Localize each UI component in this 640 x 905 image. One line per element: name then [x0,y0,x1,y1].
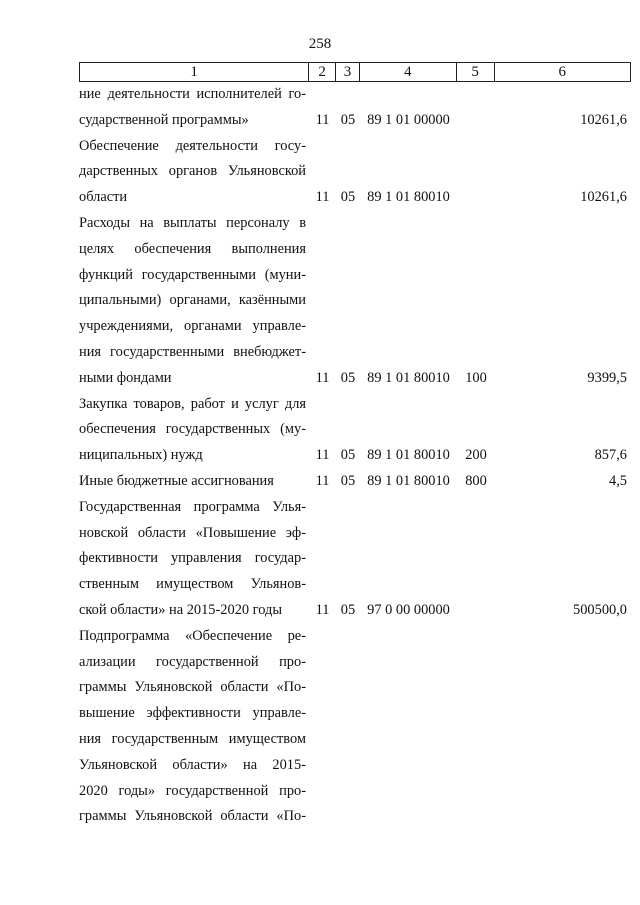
expense-type-code: 100 [465,369,487,386]
column-header-3: 3 [336,63,360,81]
subsection-code: 05 [340,472,356,489]
expense-type-code: 200 [465,447,487,464]
column-header-6: 6 [558,63,566,80]
expense-type-code [457,598,495,624]
section-code: 11 [315,601,330,618]
row-description [79,624,309,830]
description-line: области [79,189,128,206]
amount-value: 857,6 [594,447,627,464]
description-line: граммы Ульяновской области «По- [79,808,306,825]
description-line: ализации государственной про- [79,653,306,670]
table-row [79,495,631,624]
description-line: сударственной программы» [79,111,249,128]
column-header-1: 1 [80,63,309,81]
description-line: Государственная программа Улья- [79,498,306,515]
description-line: дарственных органов Ульяновской [79,163,306,180]
row-description [79,495,309,624]
row-codes [309,469,631,495]
amount-value: 9399,5 [587,369,627,386]
description-line: ние деятельности исполнителей го- [79,86,306,102]
row-codes [309,366,631,392]
page-number: 258 [308,36,332,52]
section-code [309,804,336,830]
description-line: учреждениями, органами управле- [79,318,306,335]
expense-type-code [457,108,495,134]
amount-value: 500500,0 [573,601,627,618]
row-codes [309,185,631,211]
table-row [79,82,631,134]
row-codes [309,804,631,830]
section-code: 11 [315,369,330,386]
description-line: Расходы на выплаты персоналу в [79,214,306,231]
description-line: ственным имуществом Ульянов- [79,576,306,593]
subsection-code: 05 [340,189,356,206]
section-code: 11 [315,189,330,206]
target-article-code: 97 0 00 00000 [367,601,450,618]
row-description [79,82,309,134]
description-line: функций государственными (муни- [79,266,306,283]
column-header-2: 2 [309,63,336,81]
target-article-code: 89 1 01 80010 [367,447,450,464]
target-article-code: 89 1 01 80010 [367,472,450,489]
description-line: ципальными) органами, казёнными [79,292,306,309]
table-row [79,624,631,830]
amount-value: 10261,6 [580,189,627,206]
expense-type-code [457,804,495,830]
column-header-5: 5 [457,63,495,81]
description-line: граммы Ульяновской области «По- [79,679,306,696]
subsection-code: 05 [340,111,356,128]
description-line: вышение эффективности управле- [79,705,306,722]
row-description [79,469,309,495]
table-row [79,134,631,211]
target-article-code: 89 1 01 00000 [367,111,450,128]
description-line: Подпрограмма «Обеспечение ре- [79,627,306,644]
subsection-code: 05 [340,447,356,464]
subsection-code [336,804,360,830]
table-row [79,392,631,469]
expense-type-code [457,185,495,211]
description-line: ния государственным имуществом [79,730,306,747]
amount-value: 4,5 [609,472,627,489]
target-article-code: 89 1 01 80010 [367,369,450,386]
table-row [79,211,631,392]
description-line: ской области» на 2015-2020 годы [79,601,282,618]
description-line: Иные бюджетные ассигнования [79,472,274,489]
subsection-code: 05 [340,369,356,386]
row-codes [309,598,631,624]
row-codes [309,108,631,134]
description-line: новской области «Повышение эф- [79,524,306,541]
description-line: ниципальных) нужд [79,447,203,464]
description-line: целях обеспечения выполнения [79,240,306,257]
description-line: Обеспечение деятельности госу- [79,137,306,154]
amount-value: 10261,6 [580,111,627,128]
description-line: ния государственными внебюджет- [79,343,306,360]
description-line: Закупка товаров, работ и услуг для [79,395,306,412]
row-description [79,134,309,211]
description-line: фективности управления государ- [79,550,306,567]
row-codes [309,443,631,469]
table-row [79,469,631,495]
subsection-code: 05 [340,601,356,618]
row-description [79,211,309,392]
description-line: обеспечения государственных (му- [79,421,306,438]
section-code: 11 [315,472,330,489]
column-header-row [79,62,631,82]
description-line: ными фондами [79,369,172,386]
section-code: 11 [315,111,330,128]
section-code: 11 [315,447,330,464]
budget-table-body [79,82,631,830]
amount-value [495,804,631,830]
row-description [79,392,309,469]
column-header-4: 4 [360,63,457,81]
target-article-code: 89 1 01 80010 [367,189,450,206]
expense-type-code: 800 [465,472,487,489]
target-article-code [360,804,457,830]
description-line: Ульяновской области» на 2015- [79,756,306,773]
description-line: 2020 годы» государственной про- [79,782,306,799]
